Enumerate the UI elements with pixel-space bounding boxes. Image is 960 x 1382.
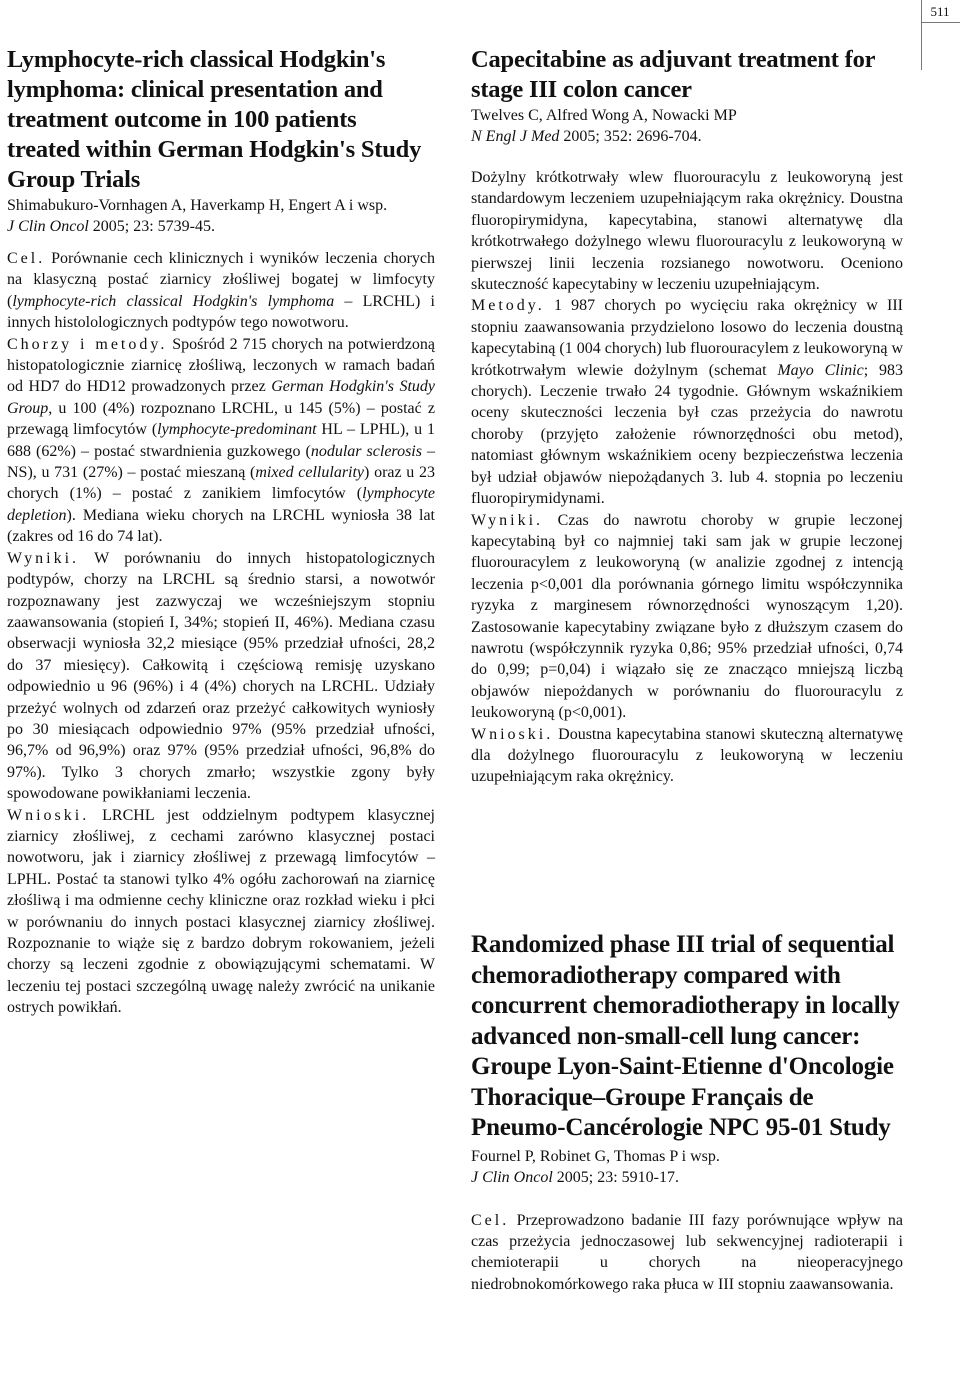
page-number: 511	[930, 4, 950, 19]
abstract-text: HL – LPHL), u 1 688 (62%) – postać stwardnienia guzkowego (	[7, 421, 435, 460]
article-citation	[7, 216, 435, 237]
article-title: Capecitabine as adjuvant treatment for stage III colon cancer	[471, 46, 875, 103]
article-title: Lymphocyte-rich classical Hodgkin's lymphoma: clinical presentation and treatment outcome in 100 patients treated within German Hodgkin's Study Group Trials	[7, 46, 422, 193]
section-label-metody: Chorzy i metody.	[7, 335, 168, 353]
abstract-text: Przeprowadzono badanie III fazy porównujące wpływ na czas przeżycia jednoczasowej lub sekwencyjnej radioterapii i chemioterapii u chorych na nieoperacyjnego niedrobnokomórkowego raka płuca w III stopniu zaawansowania.	[471, 1211, 903, 1293]
abstract-text: W porównaniu do innych histopatologicznych podtypów, chorzy na LRCHL są średnio starsi, a nowotwór rozpoznawany jest zazwyczaj we wcześniejszym stopniu zaawansowania (stopień I, 34%; stopień II, 46%). Mediana czasu obserwacji wyniosła 32,2 miesiące (95% przedział ufności, 28,2 do 37 miesięcy). Całkowitą i częściową remisję uzyskano odpowiednio u 96 (96%) i 4 (4%) chorych na LRCHL. Udziały przeżyć wolnych od zdarzeń oraz przeżyć całkowitych wyniosły po 30 miesiącach odpowiednio 97% (95% przedział ufności, 96,7% od 96,9%) oraz 97% (95% przedział ufności, 96,8% do 97%). Tylko 3 chorych zmarło; wszystkie zgony były spowodowane powikłaniami leczenia.	[7, 549, 435, 803]
section-label-wyniki: Wyniki.	[7, 549, 80, 567]
journal-reference: 2005; 352: 2696-704.	[559, 128, 702, 145]
abstract-text: Spośród 2 715 chorych na potwierdzoną histopatologicznie ziarnicę złośliwą, leczonych w ramach badań od HD7 do HD12 prowadzonych przez	[7, 335, 436, 396]
article-authors: Fournel P, Robinet G, Thomas P i wsp.	[471, 1147, 720, 1165]
abstract-conclusions	[7, 805, 435, 1019]
abstract-italic-term: German Hodgkin's Study Group	[7, 378, 435, 417]
abstract-text: ; 983 chorych). Leczenie trwało 24 tygodnie. Głównym wskaźnikiem oceny skuteczności leczenia był czas przeżycia do nawrotu choroby (przyjęto założenie równorzędności obu metod), natomiast głównym wskaźnikiem oceny bezpieczeństwa leczenia był udział objawów niepożądanych 3. lub 4. stopnia po leczeniu fluoropirymidynami.	[471, 361, 903, 508]
abstract-text: ) oraz u 23 chorych (1%) – postać z zanikiem limfocytów (	[7, 464, 435, 503]
section-label-cel: Cel.	[7, 250, 46, 267]
article-lymphocyte-rich-hodgkin	[7, 45, 435, 1019]
journal-reference: 2005; 23: 5739-45.	[88, 218, 215, 235]
article-lung-cancer-chemoradiotherapy	[471, 930, 903, 1295]
abstract-text: ). Mediana wieku chorych na LRCHL wyniosła 38 lat (zakres od 16 do 74 lat).	[7, 506, 435, 546]
abstract-methods	[471, 295, 903, 509]
abstract-results	[7, 548, 435, 805]
section-label-wyniki: Wyniki.	[471, 511, 544, 529]
article-capecitabine	[471, 45, 903, 788]
article-authors: Twelves C, Alfred Wong A, Nowacki MP	[471, 107, 737, 124]
article-citation	[471, 126, 903, 147]
abstract-methods	[7, 334, 435, 548]
section-label-cel: Cel.	[471, 1211, 510, 1229]
journal-name: J Clin Oncol	[471, 1168, 553, 1186]
abstract-italic-term: Mayo Clinic	[777, 361, 864, 379]
abstract-italic-term: lymphocyte-predominant	[157, 421, 317, 439]
section-label-wnioski: Wnioski.	[471, 725, 554, 743]
abstract-text: Doustna kapecytabina stanowi skuteczną alternatywę dla dożylnego fluorouracylu z leukoworyną w leczeniu uzupełniającym raka okrężnicy.	[471, 725, 903, 786]
abstract-intro: Dożylny krótkotrwały wlew fluorouracylu z leukoworyną jest standardowym leczeniem uzupełniającym raka okrężnicy. Doustna fluoropirymidyna, kapecytabina, stanowi alternatywę dla krótkotrwałego dożylnego wlewu fluorouracylu z leukoworyną w pierwszej linii leczenia rozsianego nowotworu. Oceniono skuteczność kapecytabiny w leczeniu uzupełniającym.	[471, 169, 903, 294]
journal-reference: 2005; 23: 5910-17.	[552, 1168, 679, 1186]
abstract-objective	[7, 248, 435, 334]
abstract-italic-term: lymphocyte-rich classical Hodgkin's lymphoma	[12, 292, 335, 310]
article-authors: Shimabukuro-Vornhagen A, Haverkamp H, Engert A i wsp.	[7, 197, 388, 214]
abstract-italic-term: lymphocyte depletion	[7, 485, 435, 524]
abstract-italic-term: nodular sclerosis	[310, 442, 422, 460]
abstract-text: 1 987 chorych po wycięciu raka okrężnicy w III stopniu zaawansowania przydzielono losowo do leczenia doustną kapecytabiną (1 004 chorych) lub fluorouracylem z leukoworyną w krótkotrwałym wlewie dożylnym (schemat	[471, 297, 903, 379]
article-citation	[471, 1167, 903, 1188]
section-label-metody: Metody.	[471, 297, 545, 315]
abstract-text: – LRCHL) i innych histolologicznych podtypów tego nowotworu.	[7, 292, 436, 332]
article-abstract	[7, 248, 435, 1019]
abstract-italic-term: mixed cellularity	[255, 464, 365, 482]
abstract-text: – NS), u 731 (27%) – postać mieszaną (	[7, 442, 435, 482]
journal-name: J Clin Oncol	[7, 218, 89, 235]
article-abstract	[471, 1210, 903, 1296]
journal-name: N Engl J Med	[471, 128, 560, 145]
abstract-conclusions	[471, 724, 903, 788]
abstract-results	[471, 510, 903, 724]
article-abstract	[471, 167, 903, 788]
article-title: Randomized phase III trial of sequential chemoradiotherapy compared with concurrent chemoradiotherapy in locally advanced non-small-cell lung cancer: Groupe Lyon-Saint-Etienne d'Oncologie Thoracique–Groupe Français de Pneumo-Cancérologie NPC 95-01 Study	[471, 931, 900, 1141]
section-label-wnioski: Wnioski.	[7, 806, 90, 824]
abstract-text: LRCHL jest oddzielnym podtypem klasycznej ziarnicy złośliwej, z cechami zarówno klasycznej postaci nowotworu, jak i ziarnicy złośliwej z przewagą limfocytów – LPHL. Postać ta stanowi tylko 4% ogółu zachorowań na ziarnicę złośliwą i ma odmienne cechy kliniczne oraz rozkład wieku i płci w porównaniu do innych postaci klasycznej ziarnicy złośliwej. Rozpoznanie to wiąże się z bardzo dobrym rokowaniem, jeżeli chorzy są leczeni zgodnie z obowiązującymi schematami. W leczeniu tej postaci szczególną uwagę należy zwrócić na unikanie ostrych powikłań.	[7, 806, 435, 1017]
abstract-text: Czas do nawrotu choroby w grupie leczonej kapecytabiną był co najmniej taki sam jak w grupie leczonej fluorouracylem z leukoworyną (w analizie zgodnej z intencją leczenia p<0,001 dla porównania górnego limitu współczynnika ryzyka z marginesem równorzędności wynoszącym 1,20). Zastosowanie kapecytabiny związane było z dłuższym czasem do nawrotu (współczynnik ryzyka 0,86; 95% przedział ufności, 0,74 do 0,99; p=0,04) i wiązało się ze znacząco mniejszą liczbą objawów niepożdanych w porównaniu do fluorouracylu z leukoworyną (p<0,001).	[471, 511, 903, 722]
abstract-text: , u 100 (4%) rozpoznano LRCHL, u 145 (5%) – postać z przewagą limfocytów (	[7, 399, 435, 439]
abstract-objective	[471, 1210, 903, 1296]
abstract-text: Porównanie cech klinicznych i wyników leczenia chorych na klasyczną postać ziarnicy złośliwej bogatej w limfocyty (	[7, 250, 435, 310]
